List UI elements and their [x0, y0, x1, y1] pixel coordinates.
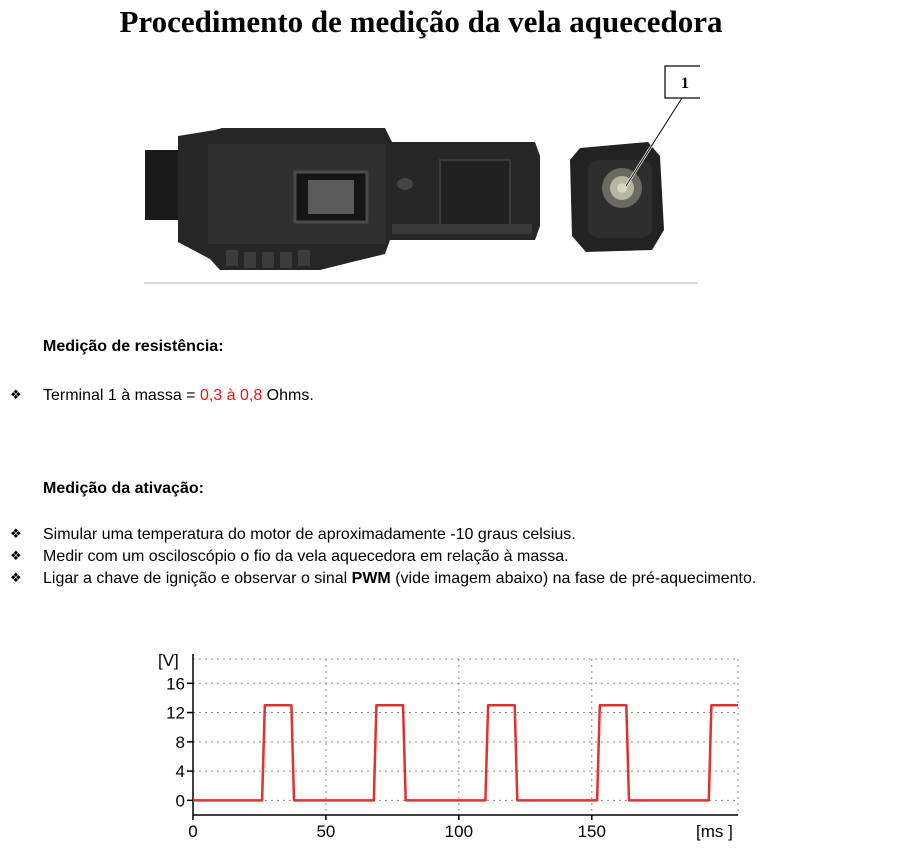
activation-heading: Medição da ativação: [43, 480, 204, 497]
y-tick-label: 4 [175, 762, 185, 782]
pwm-label: PWM [351, 570, 391, 587]
y-tick-label: 12 [166, 703, 185, 723]
x-axis-label: [ms ] [696, 822, 733, 841]
y-tick-label: 0 [175, 791, 185, 811]
list-item: ❖ Terminal 1 à massa = 0,3 à 0,8 Ohms. [0, 385, 865, 407]
page-title: Procedimento de medição da vela aquecedora [119, 4, 723, 39]
chart-axes [193, 654, 738, 815]
list-item: ❖ Ligar a chave de ignição e observar o sinal PWM (vide imagem abaixo) na fase de pré-aquecimento. [0, 568, 865, 590]
y-axis-label: [V] [158, 651, 179, 670]
resistance-list [0, 385, 898, 407]
x-tick-labels [188, 815, 606, 841]
callout-label: 1 [681, 75, 689, 92]
activation-list [0, 524, 898, 590]
y-tick-label: 16 [166, 674, 185, 694]
list-item: ❖ Simular uma temperatura do motor de aproximadamente -10 graus celsius. [0, 524, 865, 546]
x-tick-label: 0 [188, 822, 198, 841]
glow-plug-connector-photo [140, 64, 700, 290]
diamond-bullet-icon: ❖ [10, 388, 22, 403]
resistance-value: 0,3 à 0,8 [199, 387, 263, 404]
list-item: ❖ Medir com um osciloscópio o fio da vela aquecedora em relação à massa. [0, 546, 865, 568]
y-tick-label: 8 [175, 732, 185, 752]
y-tick-labels [166, 674, 193, 810]
x-tick-label: 150 [577, 822, 606, 841]
x-tick-label: 100 [444, 822, 474, 841]
diamond-bullet-icon: ❖ [10, 571, 22, 586]
x-tick-label: 50 [316, 822, 336, 841]
resistance-heading: Medição de resistência: [43, 338, 224, 355]
pwm-signal-line [193, 705, 738, 800]
diamond-bullet-icon: ❖ [10, 549, 22, 564]
diamond-bullet-icon: ❖ [10, 527, 22, 542]
pwm-oscilloscope-chart [150, 640, 750, 862]
chart-grid [193, 659, 738, 815]
